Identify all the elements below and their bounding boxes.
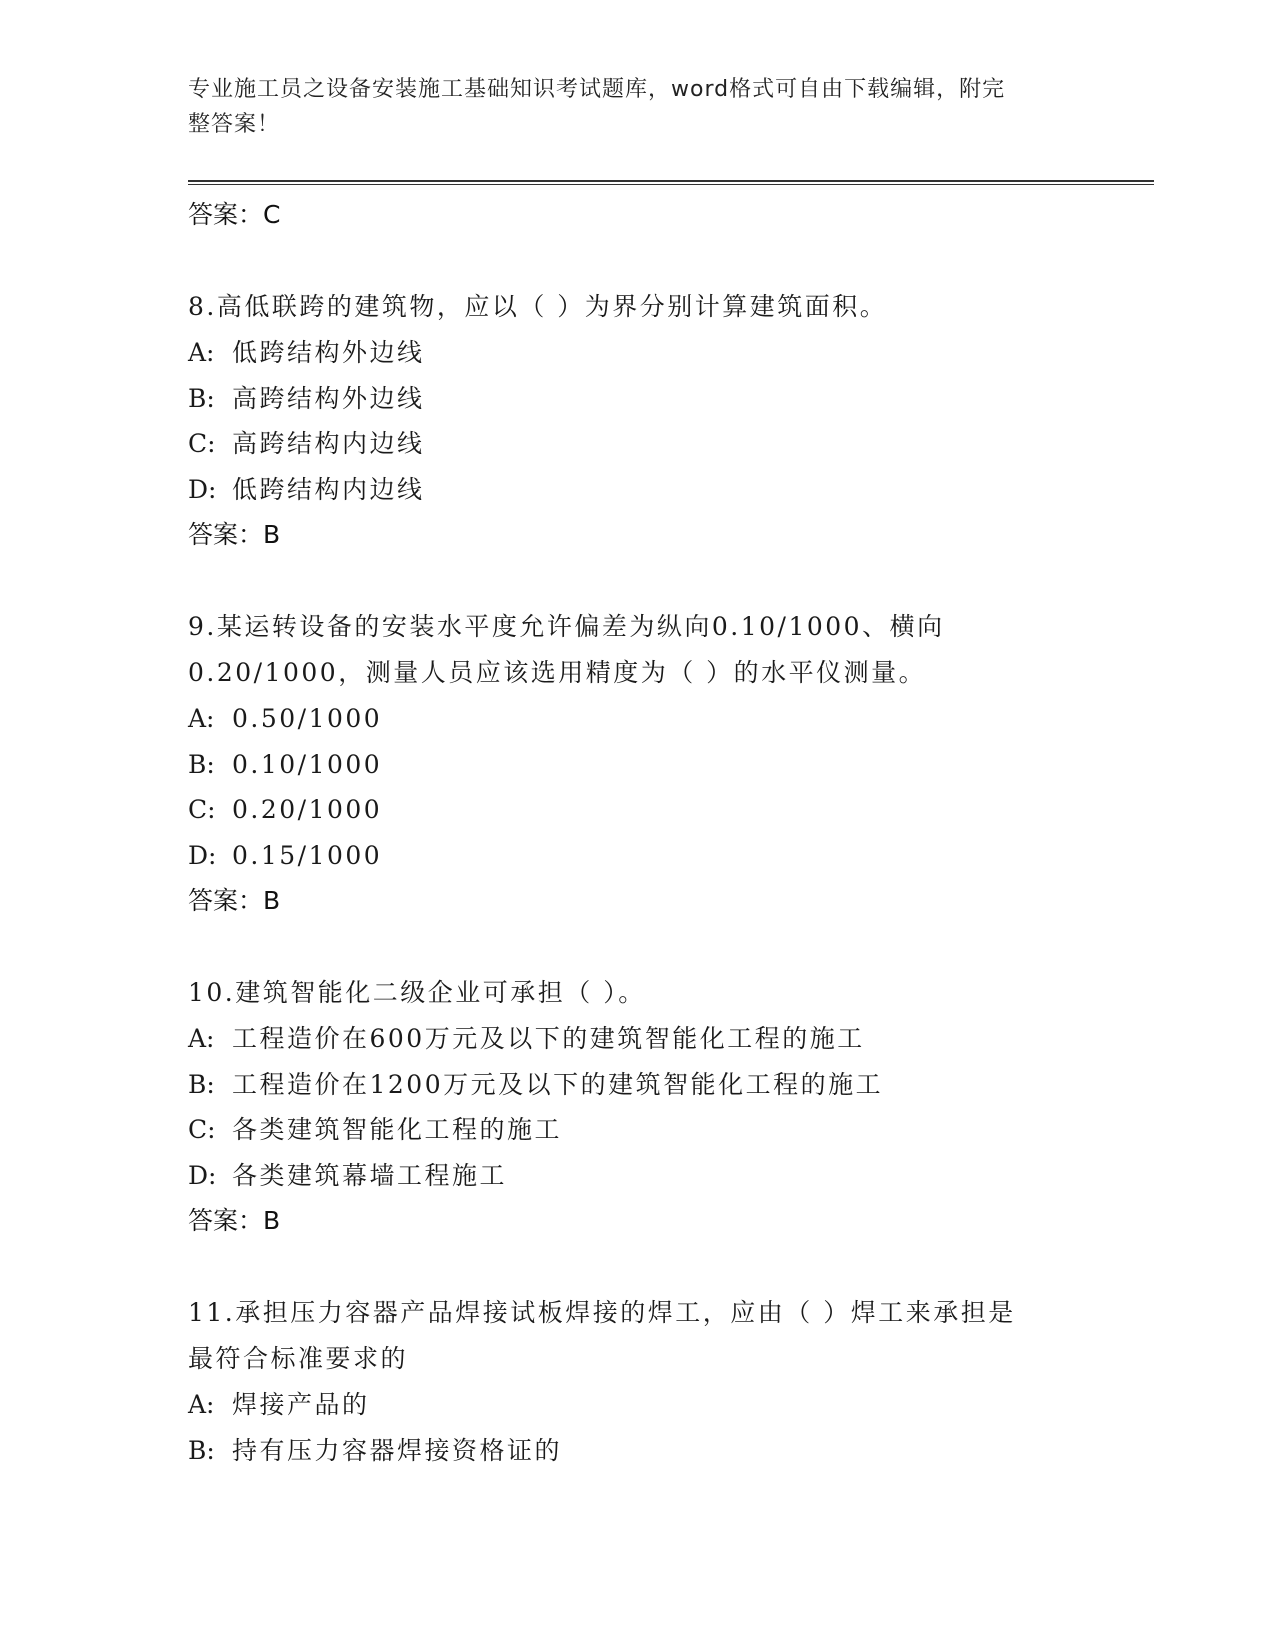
option-text: 高跨结构外边线 (232, 383, 425, 413)
spacer (188, 1243, 1088, 1290)
header-rule-thick (188, 180, 1154, 182)
option-text: 0.10/1000 (232, 749, 383, 779)
question-block (188, 284, 1088, 557)
question-text: 最符合标准要求的 (188, 1344, 409, 1373)
option-letter: A: (188, 1024, 215, 1053)
answer-line: 答案：B (188, 520, 281, 549)
option-text: 持有压力容器焊接资格证的 (232, 1435, 563, 1465)
option-text: 0.50/1000 (232, 704, 383, 733)
answer-line: 答案：C (188, 200, 281, 229)
option-letter: B: (188, 1435, 215, 1465)
option-letter: D: (188, 1160, 217, 1190)
option-text: 工程造价在1200万元及以下的建筑智能化工程的施工 (232, 1069, 884, 1099)
option-a (188, 330, 1088, 376)
question-text: 0.20/1000，测量人员应该选用精度为（ ）的水平仪测量。 (188, 658, 927, 687)
option-letter: A: (188, 338, 215, 367)
option-letter: C: (188, 795, 216, 824)
option-text: 低跨结构内边线 (232, 474, 425, 504)
option-c (188, 787, 1088, 833)
option-text: 高跨结构内边线 (232, 429, 425, 458)
option-letter: B: (188, 1069, 215, 1099)
option-text: 0.15/1000 (232, 840, 383, 870)
spacer (188, 923, 1088, 970)
option-b (188, 742, 1088, 788)
option-a (188, 1382, 1088, 1428)
option-text: 低跨结构外边线 (232, 338, 425, 367)
option-letter: A: (188, 1390, 215, 1419)
question-text: 11.承担压力容器产品焊接试板焊接的焊工，应由（ ）焊工来承担是 (188, 1298, 1016, 1327)
option-text: 焊接产品的 (232, 1390, 370, 1419)
answer-line: 答案：B (188, 1206, 281, 1235)
option-d (188, 1153, 1088, 1199)
option-letter: D: (188, 474, 217, 504)
spacer (188, 557, 1088, 604)
document-header (188, 72, 1068, 142)
header-line-1: 专业施工员之设备安装施工基础知识考试题库，word格式可自由下载编辑，附完 (188, 77, 1006, 102)
option-letter: C: (188, 1115, 216, 1144)
option-c (188, 1107, 1088, 1153)
option-letter: D: (188, 840, 217, 870)
option-c (188, 421, 1088, 467)
option-letter: C: (188, 429, 216, 458)
answer-line: 答案：B (188, 886, 281, 915)
spacer (188, 237, 1088, 284)
header-line-2: 整答案！ (188, 112, 281, 137)
question-block (188, 1290, 1088, 1473)
question-text: 10.建筑智能化二级企业可承担（ ）。 (188, 978, 646, 1007)
option-letter: B: (188, 749, 215, 779)
question-block (188, 604, 1088, 923)
option-letter: B: (188, 383, 215, 413)
option-text: 0.20/1000 (232, 795, 383, 824)
option-b (188, 376, 1088, 422)
option-d (188, 467, 1088, 513)
option-a (188, 696, 1088, 742)
option-text: 工程造价在600万元及以下的建筑智能化工程的施工 (232, 1024, 865, 1053)
option-b (188, 1428, 1088, 1474)
question-block (188, 970, 1088, 1243)
question-list (188, 192, 1088, 1473)
option-a (188, 1016, 1088, 1062)
option-text: 各类建筑幕墙工程施工 (232, 1160, 508, 1190)
question-text: 9.某运转设备的安装水平度允许偏差为纵向0.10/1000、横向 (188, 612, 945, 641)
option-b (188, 1062, 1088, 1108)
option-letter: A: (188, 704, 215, 733)
option-d (188, 833, 1088, 879)
option-text: 各类建筑智能化工程的施工 (232, 1115, 563, 1144)
header-rule-thin (188, 184, 1154, 185)
question-text: 8.高低联跨的建筑物，应以（ ）为界分别计算建筑面积。 (188, 292, 888, 321)
